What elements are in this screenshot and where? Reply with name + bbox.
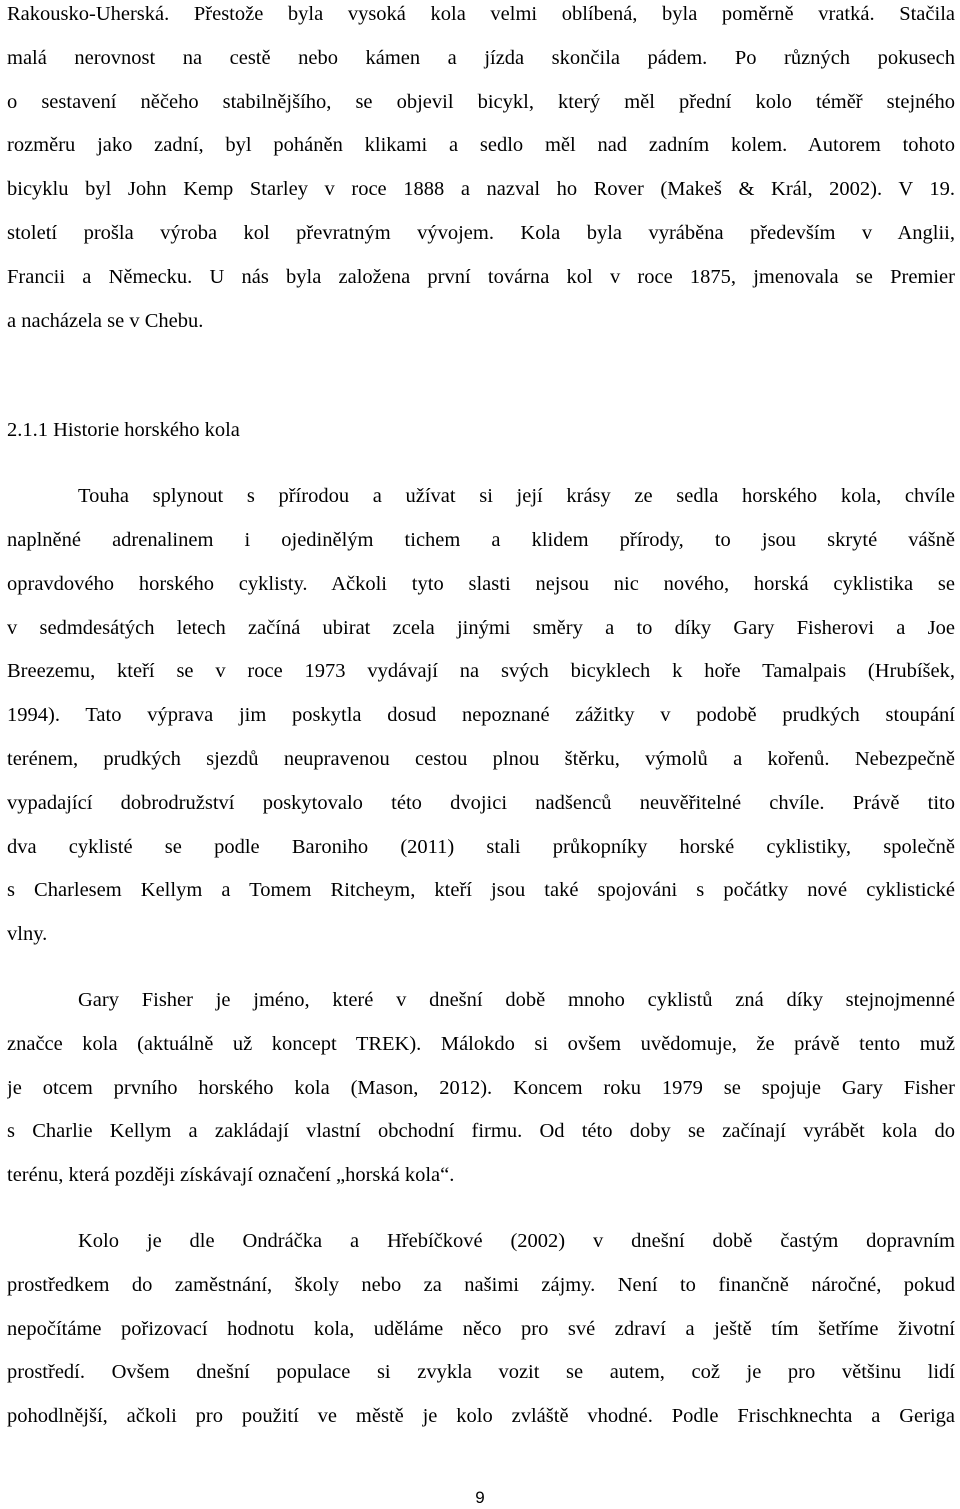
paragraph-line: bicyklu byl John Kemp Starley v roce 1888 a nazval ho Rover (Makeš & Král, 2002). V 19. bbox=[7, 178, 955, 201]
paragraph-line: Francii a Německu. U nás byla založena první továrna kol v roce 1875, jmenovala se Premier bbox=[7, 265, 955, 288]
paragraph-line: opravdového horského cyklisty. Ačkoli tyto slasti nejsou nic nového, horská cyklistika se bbox=[7, 572, 955, 595]
paragraph-line: s Charlesem Kellym a Tomem Ritcheym, kteří jsou také spojováni s počátky nové cyklistické bbox=[7, 879, 955, 902]
paragraph-line: prostředkem do zaměstnání, školy nebo za našimi zájmy. Není to finančně náročné, pokud bbox=[7, 1273, 955, 1296]
paragraph-line: naplněné adrenalinem i ojedinělým tichem a klidem přírody, to jsou skryté vášně bbox=[7, 528, 955, 551]
paragraph-line: je otcem prvního horského kola (Mason, 2012). Koncem roku 1979 se spojuje Gary Fisher bbox=[7, 1076, 955, 1099]
intro-paragraph bbox=[7, 0, 955, 343]
paragraph-line: 1994). Tato výprava jim poskytla dosud nepoznané zážitky v podobě prudkých stoupání bbox=[7, 704, 955, 727]
paragraph-line: Breezemu, kteří se v roce 1973 vydávají na svých bicyklech k hoře Tamalpais (Hrubíšek, bbox=[7, 660, 955, 683]
paragraph-line: Gary Fisher je jméno, které v dnešní době mnoho cyklistů zná díky stejnojmenné bbox=[78, 988, 955, 1011]
paragraph-line: Kolo je dle Ondráčka a Hřebíčkové (2002) v dnešní době častým dopravním bbox=[78, 1229, 955, 1252]
paragraph-line: a nacházela se v Chebu. bbox=[7, 309, 204, 332]
paragraph-line: rozměru jako zadní, byl poháněn klikami a sedlo měl nad zadním kolem. Autorem tohoto bbox=[7, 134, 955, 157]
paragraph-line: vlny. bbox=[7, 923, 48, 946]
paragraph-1 bbox=[7, 475, 955, 957]
paragraph-line: nepočítáme pořizovací hodnotu kola, uděláme něco pro své zdraví a ještě tím šetříme životní bbox=[7, 1317, 955, 1340]
paragraph-line: malá nerovnost na cestě nebo kámen a jízda skončila pádem. Po různých pokusech bbox=[7, 46, 955, 69]
paragraph-line: pohodlnější, ačkoli pro použití ve městě je kolo zvláště vhodné. Podle Frischknechta a Geriga bbox=[7, 1405, 955, 1428]
paragraph-line: vypadající dobrodružství poskytovalo této dvojici nadšenců neuvěřitelné chvíle. Právě tito bbox=[7, 791, 955, 814]
paragraph-line: s Charlie Kellym a zakládají vlastní obchodní firmu. Od této doby se začínají vyrábět kola do bbox=[7, 1120, 955, 1143]
page-number: 9 bbox=[475, 1488, 485, 1507]
paragraph-line: dva cyklisté se podle Baroniho (2011) stali průkopníky horské cyklistiky, společně bbox=[7, 835, 955, 858]
paragraph-line: století prošla výroba kol převratným vývojem. Kola byla vyráběna především v Anglii, bbox=[7, 221, 955, 244]
spacer bbox=[7, 1198, 955, 1220]
document-page bbox=[7, 0, 955, 1439]
paragraph-line: značce kola (aktuálně už koncept TREK). Málokdo si ovšem uvědomuje, že právě tento muž bbox=[7, 1032, 955, 1055]
spacer bbox=[7, 343, 955, 409]
paragraph-2 bbox=[7, 979, 955, 1198]
paragraph-3 bbox=[7, 1220, 955, 1439]
paragraph-line: v sedmdesátých letech začíná ubirat zcela jinými směry a to díky Gary Fisherovi a Joe bbox=[7, 616, 955, 639]
paragraph-line: terénu, která později získávají označení „horská kola“. bbox=[7, 1164, 455, 1187]
paragraph-line: Rakousko-Uherská. Přestože byla vysoká kola velmi oblíbená, byla poměrně vratká. Stačila bbox=[7, 3, 955, 25]
spacer bbox=[7, 453, 955, 475]
paragraph-line: Touha splynout s přírodou a užívat si její krásy ze sedla horského kola, chvíle bbox=[78, 485, 955, 508]
paragraph-line: terénem, prudkých sjezdů neupravenou cestou plnou štěrku, výmolů a kořenů. Nebezpečně bbox=[7, 747, 955, 770]
paragraph-line: prostředí. Ovšem dnešní populace si zvykla vozit se autem, což je pro většinu lidí bbox=[7, 1361, 955, 1384]
section-heading: 2.1.1 Historie horského kola bbox=[7, 419, 240, 442]
spacer bbox=[7, 957, 955, 979]
paragraph-line: o sestavení něčeho stabilnějšího, se objevil bicykl, který měl přední kolo téměř stejného bbox=[7, 90, 955, 113]
